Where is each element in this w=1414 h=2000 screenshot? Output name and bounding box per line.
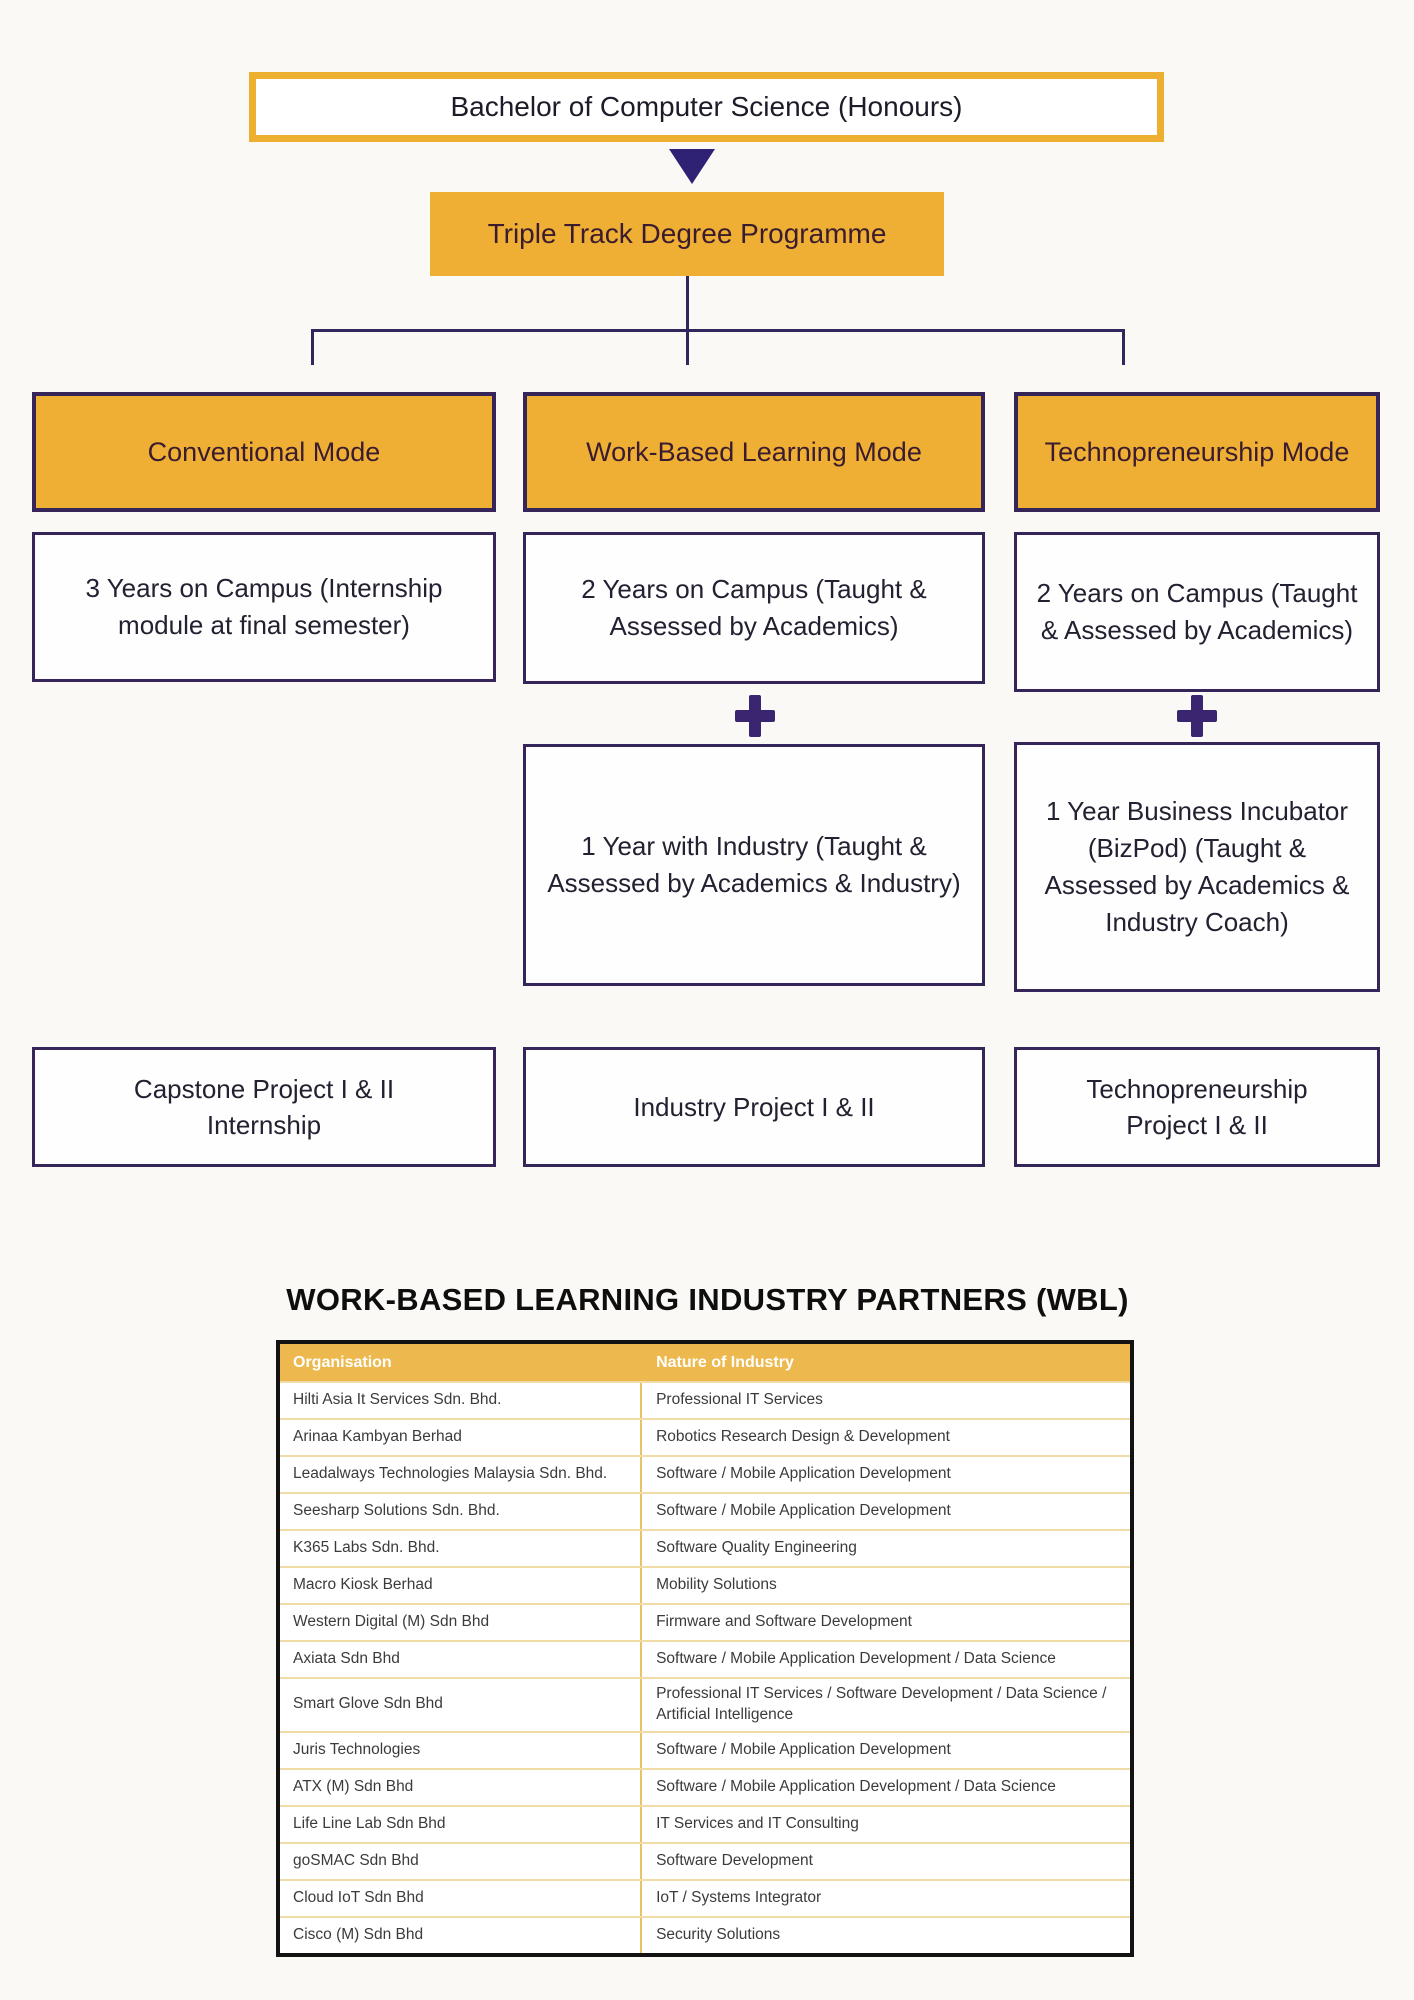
industry-cell: Mobility Solutions <box>656 1576 777 1594</box>
mode-label: Conventional Mode <box>147 436 381 467</box>
organisation-cell: Axiata Sdn Bhd <box>280 1642 642 1677</box>
stage-text: 2 Years on Campus (Taught & Assessed by Academics) <box>1036 578 1358 645</box>
industry-cell: Professional IT Services <box>656 1391 823 1409</box>
industry-cell: Software / Mobile Application Development / Data Science <box>656 1650 1056 1668</box>
organisation-cell: Smart Glove Sdn Bhd <box>280 1679 642 1731</box>
organisation-cell: Juris Technologies <box>280 1733 642 1768</box>
column-header-organisation: Organisation <box>293 1353 392 1371</box>
table-row <box>280 1566 1130 1603</box>
table-row <box>280 1842 1130 1879</box>
industry-cell: Firmware and Software Development <box>656 1613 912 1631</box>
organisation-cell: Leadalways Technologies Malaysia Sdn. Bhd. <box>280 1457 642 1492</box>
stage-box-techno-incubator <box>1014 742 1380 992</box>
industry-cell: Software / Mobile Application Development <box>656 1740 951 1758</box>
partners-table-header <box>280 1344 1130 1381</box>
mode-label: Technopreneurship Mode <box>1044 436 1350 467</box>
stage-text: 2 Years on Campus (Taught & Assessed by Academics) <box>581 574 927 641</box>
industry-cell: Software Development <box>656 1851 813 1869</box>
connector-horizontal <box>311 329 1125 332</box>
organisation-cell: Life Line Lab Sdn Bhd <box>280 1807 642 1842</box>
stage-box-wbl-industry <box>523 744 985 986</box>
stage-box-conventional-campus <box>32 532 496 682</box>
connector-drop-left <box>311 329 314 365</box>
industry-cell: Software Quality Engineering <box>656 1539 857 1557</box>
organisation-cell: K365 Labs Sdn. Bhd. <box>280 1531 642 1566</box>
table-row <box>280 1455 1130 1492</box>
project-line: Industry Project I & II <box>633 1091 875 1122</box>
programme-label: Triple Track Degree Programme <box>487 218 887 249</box>
project-box-technopreneurship <box>1014 1047 1380 1167</box>
organisation-cell: Cloud IoT Sdn Bhd <box>280 1881 642 1916</box>
partners-heading: WORK-BASED LEARNING INDUSTRY PARTNERS (WBL) <box>286 1282 1129 1317</box>
industry-cell: Professional IT Services / Software Development / Data Science / Artificial Intelligence <box>656 1685 1107 1723</box>
partners-table-body <box>280 1381 1130 1953</box>
stage-box-wbl-campus <box>523 532 985 684</box>
connector-stem <box>686 276 689 329</box>
programme-box <box>430 192 944 276</box>
project-line: Technopreneurship <box>1086 1073 1308 1104</box>
project-box-conventional <box>32 1047 496 1167</box>
table-row <box>280 1916 1130 1953</box>
table-row <box>280 1677 1130 1731</box>
table-row <box>280 1492 1130 1529</box>
project-line: Capstone Project I & II <box>133 1073 395 1104</box>
organisation-cell: Cisco (M) Sdn Bhd <box>280 1918 642 1953</box>
connector-drop-right <box>1122 329 1125 365</box>
industry-cell: Security Solutions <box>656 1925 781 1943</box>
table-row <box>280 1529 1130 1566</box>
stage-text: 3 Years on Campus (Internship module at final semester) <box>85 573 443 640</box>
organisation-cell: Western Digital (M) Sdn Bhd <box>280 1605 642 1640</box>
project-box-wbl <box>523 1047 985 1167</box>
mode-box-wbl <box>523 392 985 512</box>
industry-cell: IoT / Systems Integrator <box>656 1888 822 1906</box>
root-degree-label: Bachelor of Computer Science (Honours) <box>450 91 963 122</box>
organisation-cell: Hilti Asia It Services Sdn. Bhd. <box>280 1383 642 1418</box>
arrow-down-icon <box>669 149 715 184</box>
mode-box-technopreneurship <box>1014 392 1380 512</box>
project-line: Internship <box>206 1110 322 1140</box>
industry-cell: Software / Mobile Application Development <box>656 1465 951 1483</box>
industry-cell: Software / Mobile Application Development / Data Science <box>656 1777 1056 1795</box>
industry-cell: Robotics Research Design & Development <box>656 1428 950 1446</box>
industry-cell: Software / Mobile Application Development <box>656 1502 951 1520</box>
organisation-cell: goSMAC Sdn Bhd <box>280 1844 642 1879</box>
stage-text: 1 Year Business Incubator (BizPod) (Taught & Assessed by Academics & Industry Coach) <box>1044 796 1350 937</box>
mode-label: Work-Based Learning Mode <box>586 436 922 467</box>
root-degree-box <box>249 72 1164 142</box>
table-row <box>280 1381 1130 1418</box>
column-header-industry: Nature of Industry <box>656 1353 794 1371</box>
table-row <box>280 1418 1130 1455</box>
table-row <box>280 1640 1130 1677</box>
organisation-cell: Macro Kiosk Berhad <box>280 1568 642 1603</box>
organisation-cell: ATX (M) Sdn Bhd <box>280 1770 642 1805</box>
table-row <box>280 1805 1130 1842</box>
partners-table <box>276 1340 1134 1957</box>
connector-drop-middle <box>686 329 689 365</box>
plus-icon <box>735 695 775 737</box>
table-row <box>280 1879 1130 1916</box>
stage-text: 1 Year with Industry (Taught & Assessed by Academics & Industry) <box>547 831 961 898</box>
organisation-cell: Arinaa Kambyan Berhad <box>280 1420 642 1455</box>
table-row <box>280 1768 1130 1805</box>
table-row <box>280 1731 1130 1768</box>
organisation-cell: Seesharp Solutions Sdn. Bhd. <box>280 1494 642 1529</box>
table-row <box>280 1603 1130 1640</box>
stage-box-techno-campus <box>1014 532 1380 692</box>
mode-box-conventional <box>32 392 496 512</box>
project-line: Project I & II <box>1126 1110 1268 1140</box>
industry-cell: IT Services and IT Consulting <box>656 1814 859 1832</box>
plus-icon <box>1177 695 1217 737</box>
